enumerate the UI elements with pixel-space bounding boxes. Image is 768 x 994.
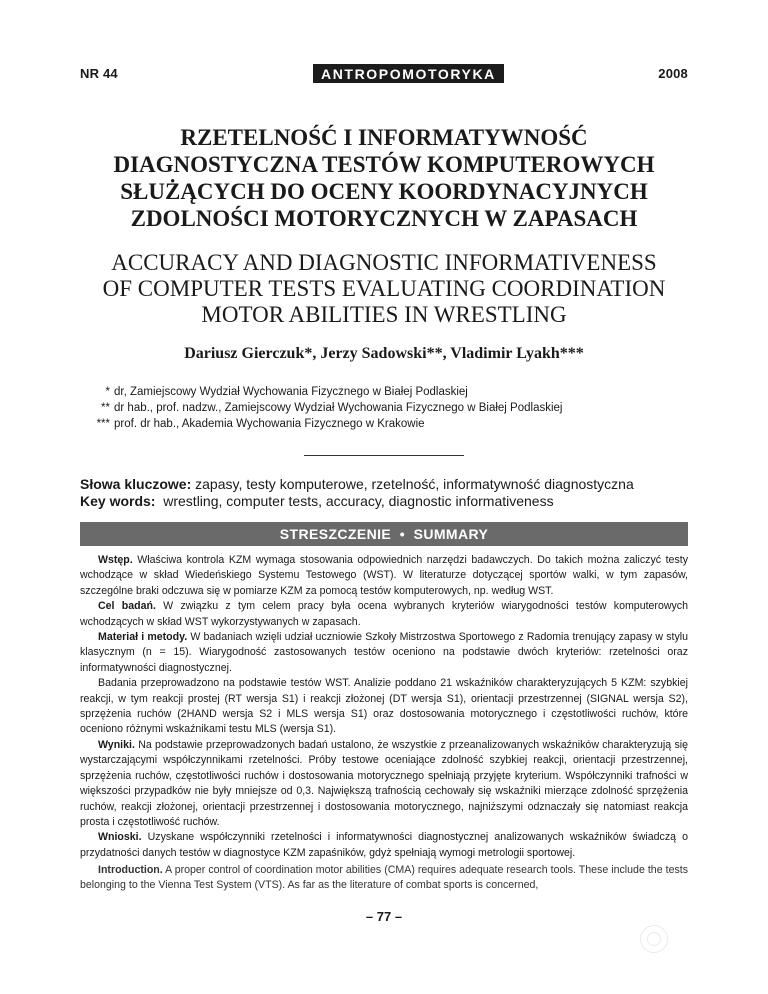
- affiliation-text: dr hab., prof. nadzw., Zamiejscowy Wydział Wychowania Fizycznego w Białej Podlaskiej: [114, 402, 563, 414]
- abstract-text: Uzyskane współczynniki rzetelności i informatywności diagnostycznej analizowanych wskaźników świadczą o przydatności danych testów w diagnostyce KZM zapaśników, gdyż spełniają wymogi metrologii sportowej.: [80, 831, 688, 859]
- title-english: [60, 250, 708, 328]
- authors: Dariusz Gierczuk*, Jerzy Sadowski**, Vladimir Lyakh***: [184, 345, 584, 362]
- introduction-text: A proper control of coordination motor abilities (CMA) requires adequate research tools. These include the tests belonging to the Vienna Test System (VTS). As far as the literature of combat sports is concerned,: [80, 864, 688, 892]
- title-line: RZETELNOŚĆ I INFORMATYWNOŚĆ: [180, 125, 588, 150]
- keywords-label: Słowa kluczowe:: [80, 476, 192, 492]
- divider: [304, 455, 464, 456]
- abstract: [80, 553, 688, 861]
- affiliation-text: prof. dr hab., Akademia Wychowania Fizycznego w Krakowie: [114, 418, 425, 430]
- keywords-text: wrestling, computer tests, accuracy, diagnostic informativeness: [155, 493, 554, 509]
- affiliation-text: dr, Zamiejscowy Wydział Wychowania Fizycznego w Białej Podlaskiej: [114, 386, 468, 398]
- affiliation-item: [80, 400, 562, 416]
- keywords-english: [80, 493, 634, 510]
- title-line: ACCURACY AND DIAGNOSTIC INFORMATIVENESS: [111, 250, 657, 275]
- title-polish: [60, 124, 708, 232]
- abstract-paragraph: [80, 553, 688, 599]
- title-line: ZDOLNOŚCI MOTORYCZNYCH W ZAPASACH: [130, 206, 638, 231]
- abstract-label: Cel badań.: [98, 600, 156, 613]
- abstract-paragraph: [80, 830, 688, 861]
- abstract-label: Wstęp.: [98, 554, 133, 566]
- publication-year: 2008: [658, 66, 688, 81]
- title-line: MOTOR ABILITIES IN WRESTLING: [201, 302, 567, 327]
- affiliation-mark: ***: [96, 418, 110, 430]
- watermark-stamp-icon: [640, 925, 668, 953]
- affiliation-item: [80, 416, 562, 432]
- page-number: – 77 –: [365, 909, 403, 924]
- abstract-paragraph: [80, 630, 688, 676]
- abstract-text: Właściwa kontrola KZM wymaga stosowania odpowiednich narzędzi badawczych. Do takich można zaliczyć testy wchodzące w skład Wiedeńskiego Systemu Testowego (WST). W literaturze dotyczącej sportów walki, w tym zapasów, szczególne braki odczuwa się w pomiarze KZM za pomocą testów komputerowych, np. według WST.: [80, 554, 688, 597]
- abstract-label: Materiał i metody.: [98, 631, 188, 644]
- abstract-label: Wyniki.: [98, 738, 135, 751]
- title-line: DIAGNOSTYCZNA TESTÓW KOMPUTEROWYCH: [113, 152, 655, 177]
- title-line: OF COMPUTER TESTS EVALUATING COORDINATION: [102, 276, 666, 301]
- abstract-label: Wnioski.: [98, 831, 142, 844]
- abstract-text: Na podstawie przeprowadzonych badań ustalono, że wszystkie z przeanalizowanych wskaźników charakteryzują się wystarczającymi współczynnikami rzetelności. Próby testowe oceniające zdolność szybkiej reakcji, orientacji przestrzennej, sprzężenia ruchów, częstotliwości ruchów i dostosowania motorycznego spełniają przyjęte kryterium. Współczynniki trafności w większości przypadków nie były mniejsze od 0,3. Największą trafnością cechowały się wskaźniki mierzące zdolność sprzężenia ruchów, reakcji złożonej, orientacji przestrzennej i dostosowania motorycznego, najniższymi odznaczały się natomiast reakcja prosta i częstotliwość ruchów.: [80, 738, 688, 828]
- title-line: SŁUŻĄCYCH DO OCENY KOORDYNACYJNYCH: [120, 179, 648, 204]
- abstract-paragraph: [80, 738, 688, 830]
- affiliations: [80, 384, 562, 432]
- abstract-text: W związku z tym celem pracy była ocena wybranych kryteriów wiarygodności testów komputerowych wchodzących w skład WST wykorzystywanych w zapasach.: [80, 600, 688, 628]
- abstract-paragraph: [80, 676, 688, 738]
- keywords-polish: [80, 476, 634, 493]
- introduction-paragraph: [80, 863, 688, 894]
- abstract-paragraph: [80, 599, 688, 630]
- introduction-label: Introduction.: [98, 864, 163, 876]
- affiliation-mark: **: [101, 402, 110, 414]
- introduction: [80, 863, 688, 894]
- affiliation-mark: *: [105, 386, 110, 398]
- affiliation-item: [80, 384, 562, 400]
- issue-number: NR 44: [80, 66, 118, 81]
- summary-section-bar: STRESZCZENIE • SUMMARY: [80, 522, 688, 546]
- keywords-text: zapasy, testy komputerowe, rzetelność, informatywność diagnostyczna: [191, 476, 634, 492]
- journal-name: ANTROPOMOTORYKA: [313, 64, 504, 83]
- keywords-label: Key words:: [80, 493, 156, 509]
- abstract-text: Badania przeprowadzono na podstawie testów WST. Analizie poddano 21 wskaźników charakteryzujących 5 KZM: szybkiej reakcji, w tym reakcji prostej (RT wersja S1) i reakcji złożonej (DT wersja S1), orientacji przestrzennej (SIGNAL wersja S2), sprzężenia ruchów (2HAND wersja S2 i MLS wersja S1) oraz dostosowania motorycznego i częstotliwości ruchów, które oceniono różnymi wskaźnikami testu MLS (wersja S1).: [80, 677, 688, 736]
- abstract-text: W badaniach wzięli udział uczniowie Szkoły Mistrzostwa Sportowego z Radomia trenujący zapasy w stylu klasycznym (n = 15). Wiarygodność zastosowanych testów oceniono na podstawie dwóch kryteriów: rzetelności oraz informatywności diagnostycznej.: [80, 631, 688, 674]
- keywords: [80, 476, 634, 510]
